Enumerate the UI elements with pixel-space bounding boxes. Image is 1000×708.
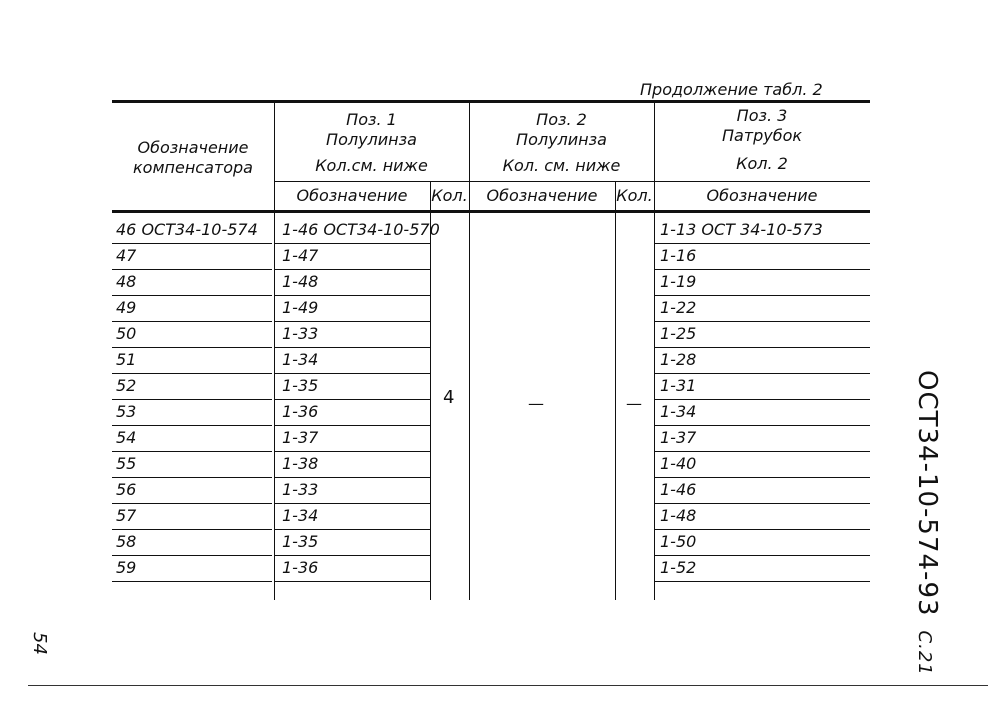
cell-compensator: 50 <box>116 324 137 343</box>
cell-compensator: 51 <box>116 350 137 369</box>
cell-compensator: 57 <box>116 506 137 525</box>
row-underline <box>112 321 272 322</box>
row-underline <box>274 295 430 296</box>
header-pos1-name: Полулинза <box>326 130 417 149</box>
row-underline <box>654 425 870 426</box>
row-underline <box>112 295 272 296</box>
row-underline <box>112 529 272 530</box>
header-pos3 <box>654 106 870 174</box>
cell-pos3-designation: 1-40 <box>660 454 697 473</box>
row-underline <box>654 477 870 478</box>
row-underline <box>274 477 430 478</box>
cell-pos3-designation: 1-16 <box>660 246 697 265</box>
row-underline <box>654 373 870 374</box>
cell-pos3-designation: 1-46 <box>660 480 697 499</box>
header-pos3-title: Поз. 3 <box>736 106 788 125</box>
cell-pos3-designation: 1-34 <box>660 402 697 421</box>
cell-compensator: 53 <box>116 402 137 421</box>
subheader-pos2-designation: Обозначение <box>486 186 598 205</box>
cell-compensator: 48 <box>116 272 137 291</box>
row-underline <box>274 347 430 348</box>
cell-compensator: 55 <box>116 454 137 473</box>
subheader-rule <box>274 181 870 182</box>
pos2-designation-merged: — <box>528 394 544 413</box>
row-underline <box>274 451 430 452</box>
cell-pos1-designation: 1-48 <box>282 272 319 291</box>
row-underline <box>112 347 272 348</box>
row-underline <box>274 425 430 426</box>
cell-pos1-designation: 1-33 <box>282 324 319 343</box>
row-underline <box>112 451 272 452</box>
row-underline <box>274 269 430 270</box>
pos1-qty-merged: 4 <box>443 387 455 408</box>
cell-pos1-designation: 1-35 <box>282 532 319 551</box>
cell-pos1-designation: 1-35 <box>282 376 319 395</box>
row-underline <box>654 243 870 244</box>
document-code-text: ОСТ34-10-574-93 <box>912 370 942 617</box>
cell-compensator: 46 ОСТ34-10-574 <box>116 220 258 239</box>
row-underline <box>112 269 272 270</box>
row-underline <box>654 399 870 400</box>
row-underline <box>654 321 870 322</box>
row-underline <box>112 425 272 426</box>
cell-pos1-designation: 1-46 ОСТ34-10-570 <box>282 220 440 239</box>
cell-pos3-designation: 1-48 <box>660 506 697 525</box>
row-underline <box>274 321 430 322</box>
row-underline <box>274 243 430 244</box>
row-underline <box>112 581 272 582</box>
row-underline <box>654 451 870 452</box>
row-underline <box>274 503 430 504</box>
cell-compensator: 58 <box>116 532 137 551</box>
subheader-pos3-designation: Обозначение <box>706 186 818 205</box>
cell-pos1-designation: 1-34 <box>282 506 319 525</box>
bottom-rule <box>28 685 988 686</box>
row-underline <box>112 373 272 374</box>
cell-pos3-designation: 1-13 ОСТ 34-10-573 <box>660 220 823 239</box>
cell-pos1-designation: 1-38 <box>282 454 319 473</box>
cell-compensator: 56 <box>116 480 137 499</box>
row-underline <box>654 347 870 348</box>
header-designation-line2: компенсатора <box>133 158 253 177</box>
cell-compensator: 54 <box>116 428 137 447</box>
header-bottom-rule <box>112 210 870 213</box>
col-divider-3 <box>654 102 655 600</box>
col-divider-1a <box>430 181 431 600</box>
cell-compensator: 49 <box>116 298 137 317</box>
cell-pos3-designation: 1-25 <box>660 324 697 343</box>
row-underline <box>654 581 870 582</box>
row-underline <box>112 503 272 504</box>
cell-pos3-designation: 1-50 <box>660 532 697 551</box>
cell-pos1-designation: 1-36 <box>282 402 319 421</box>
cell-pos1-designation: 1-34 <box>282 350 319 369</box>
col-divider-2 <box>469 102 470 600</box>
row-underline <box>112 243 272 244</box>
cell-pos1-designation: 1-36 <box>282 558 319 577</box>
cell-pos3-designation: 1-22 <box>660 298 697 317</box>
col-divider-2a <box>615 181 616 600</box>
row-underline <box>654 295 870 296</box>
row-underline <box>112 399 272 400</box>
header-pos2 <box>469 110 654 176</box>
pos2-qty-merged: — <box>626 394 642 413</box>
header-pos2-title: Поз. 2 <box>536 110 587 129</box>
header-designation-line1: Обозначение <box>137 138 249 157</box>
header-pos1-qty: Кол.см. ниже <box>315 156 428 175</box>
page-mark: 54 <box>29 632 50 655</box>
cell-compensator: 52 <box>116 376 137 395</box>
row-underline <box>112 555 272 556</box>
cell-compensator: 59 <box>116 558 137 577</box>
cell-compensator: 47 <box>116 246 137 265</box>
cell-pos3-designation: 1-19 <box>660 272 697 291</box>
document-page-number: С.21 <box>914 630 935 676</box>
header-pos3-name: Патрубок <box>721 126 803 145</box>
header-pos3-qty: Кол. 2 <box>736 154 788 173</box>
row-underline <box>112 477 272 478</box>
cell-pos3-designation: 1-31 <box>660 376 697 395</box>
row-underline <box>654 529 870 530</box>
header-pos2-name: Полулинза <box>516 130 607 149</box>
cell-pos1-designation: 1-33 <box>282 480 319 499</box>
cell-pos3-designation: 1-52 <box>660 558 697 577</box>
cell-pos3-designation: 1-37 <box>660 428 697 447</box>
cell-pos1-designation: 1-37 <box>282 428 319 447</box>
row-underline <box>274 373 430 374</box>
row-underline <box>274 529 430 530</box>
col-divider-1 <box>274 102 275 600</box>
row-underline <box>274 555 430 556</box>
cell-pos1-designation: 1-49 <box>282 298 319 317</box>
row-underline <box>654 503 870 504</box>
header-pos1-title: Поз. 1 <box>346 110 397 129</box>
row-underline <box>274 399 430 400</box>
row-underline <box>274 581 430 582</box>
cell-pos3-designation: 1-28 <box>660 350 697 369</box>
header-pos2-qty: Кол. см. ниже <box>502 156 621 175</box>
row-underline <box>654 555 870 556</box>
cell-pos1-designation: 1-47 <box>282 246 319 265</box>
header-pos1 <box>274 110 469 176</box>
row-underline <box>654 269 870 270</box>
continuation-label: Продолжение табл. 2 <box>640 80 823 99</box>
subheader-pos1-qty: Кол. <box>431 186 468 205</box>
header-designation <box>112 138 274 178</box>
subheader-pos2-qty: Кол. <box>616 186 653 205</box>
table-top-rule <box>112 100 870 103</box>
subheader-pos1-designation: Обозначение <box>296 186 408 205</box>
